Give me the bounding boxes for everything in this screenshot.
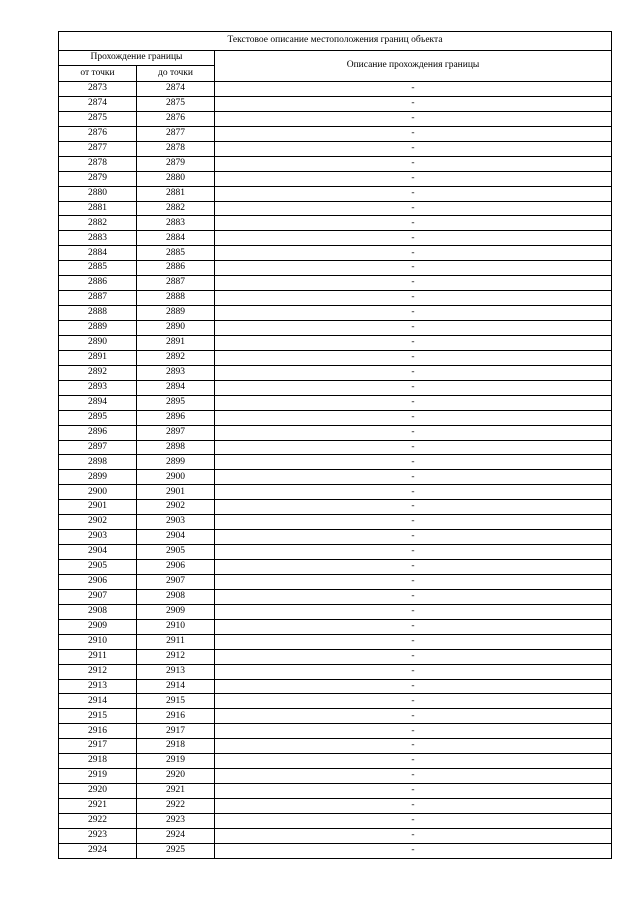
cell-from-point: 2915 <box>59 709 137 724</box>
table-row <box>59 589 612 604</box>
cell-from-point: 2879 <box>59 171 137 186</box>
table-row <box>59 560 612 575</box>
cell-to-point: 2880 <box>137 171 215 186</box>
table-row <box>59 395 612 410</box>
cell-description: - <box>215 679 612 694</box>
cell-from-point: 2904 <box>59 545 137 560</box>
cell-to-point: 2900 <box>137 470 215 485</box>
cell-to-point: 2902 <box>137 500 215 515</box>
cell-from-point: 2884 <box>59 246 137 261</box>
cell-description: - <box>215 784 612 799</box>
cell-description: - <box>215 440 612 455</box>
cell-to-point: 2919 <box>137 754 215 769</box>
cell-description: - <box>215 141 612 156</box>
cell-from-point: 2903 <box>59 530 137 545</box>
cell-description: - <box>215 470 612 485</box>
cell-description: - <box>215 500 612 515</box>
header-to-point: до точки <box>137 66 215 82</box>
cell-to-point: 2888 <box>137 291 215 306</box>
header-from-point: от точки <box>59 66 137 82</box>
cell-description: - <box>215 545 612 560</box>
table-row <box>59 380 612 395</box>
table-row <box>59 813 612 828</box>
table-row <box>59 530 612 545</box>
table-row <box>59 515 612 530</box>
cell-from-point: 2876 <box>59 126 137 141</box>
cell-description: - <box>215 574 612 589</box>
cell-to-point: 2899 <box>137 455 215 470</box>
table-row <box>59 664 612 679</box>
table-row <box>59 216 612 231</box>
cell-to-point: 2891 <box>137 335 215 350</box>
table-row <box>59 604 612 619</box>
cell-from-point: 2883 <box>59 231 137 246</box>
cell-from-point: 2888 <box>59 306 137 321</box>
cell-to-point: 2896 <box>137 410 215 425</box>
table-row <box>59 335 612 350</box>
cell-from-point: 2901 <box>59 500 137 515</box>
cell-to-point: 2883 <box>137 216 215 231</box>
table-row <box>59 246 612 261</box>
table-row <box>59 455 612 470</box>
cell-description: - <box>215 604 612 619</box>
boundary-description-table <box>58 31 612 859</box>
cell-from-point: 2882 <box>59 216 137 231</box>
table-row <box>59 694 612 709</box>
cell-from-point: 2893 <box>59 380 137 395</box>
table-row <box>59 545 612 560</box>
cell-to-point: 2921 <box>137 784 215 799</box>
cell-from-point: 2875 <box>59 111 137 126</box>
cell-from-point: 2911 <box>59 649 137 664</box>
table-row <box>59 769 612 784</box>
table-row <box>59 156 612 171</box>
cell-to-point: 2895 <box>137 395 215 410</box>
table-row <box>59 365 612 380</box>
cell-description: - <box>215 306 612 321</box>
cell-to-point: 2901 <box>137 485 215 500</box>
cell-to-point: 2914 <box>137 679 215 694</box>
cell-description: - <box>215 156 612 171</box>
cell-from-point: 2910 <box>59 634 137 649</box>
cell-description: - <box>215 321 612 336</box>
cell-from-point: 2892 <box>59 365 137 380</box>
cell-from-point: 2896 <box>59 425 137 440</box>
cell-to-point: 2897 <box>137 425 215 440</box>
cell-description: - <box>215 813 612 828</box>
cell-to-point: 2885 <box>137 246 215 261</box>
table-row <box>59 231 612 246</box>
cell-to-point: 2907 <box>137 574 215 589</box>
cell-to-point: 2924 <box>137 828 215 843</box>
table-row <box>59 306 612 321</box>
cell-from-point: 2878 <box>59 156 137 171</box>
cell-description: - <box>215 350 612 365</box>
cell-to-point: 2909 <box>137 604 215 619</box>
cell-description: - <box>215 276 612 291</box>
cell-to-point: 2877 <box>137 126 215 141</box>
cell-from-point: 2886 <box>59 276 137 291</box>
cell-from-point: 2906 <box>59 574 137 589</box>
cell-to-point: 2911 <box>137 634 215 649</box>
cell-to-point: 2922 <box>137 799 215 814</box>
cell-from-point: 2917 <box>59 739 137 754</box>
cell-to-point: 2915 <box>137 694 215 709</box>
cell-from-point: 2873 <box>59 82 137 97</box>
cell-to-point: 2920 <box>137 769 215 784</box>
cell-to-point: 2918 <box>137 739 215 754</box>
cell-from-point: 2919 <box>59 769 137 784</box>
cell-to-point: 2874 <box>137 82 215 97</box>
cell-from-point: 2914 <box>59 694 137 709</box>
cell-description: - <box>215 126 612 141</box>
cell-from-point: 2921 <box>59 799 137 814</box>
header-description: Описание прохождения границы <box>215 51 612 82</box>
cell-description: - <box>215 739 612 754</box>
table-row <box>59 440 612 455</box>
cell-to-point: 2878 <box>137 141 215 156</box>
table-row <box>59 649 612 664</box>
cell-description: - <box>215 111 612 126</box>
table-row <box>59 828 612 843</box>
cell-to-point: 2893 <box>137 365 215 380</box>
table-row <box>59 724 612 739</box>
cell-to-point: 2879 <box>137 156 215 171</box>
table-row <box>59 784 612 799</box>
cell-from-point: 2891 <box>59 350 137 365</box>
cell-from-point: 2899 <box>59 470 137 485</box>
cell-description: - <box>215 515 612 530</box>
table-row <box>59 82 612 97</box>
cell-to-point: 2892 <box>137 350 215 365</box>
cell-description: - <box>215 560 612 575</box>
table-row <box>59 96 612 111</box>
table-row <box>59 321 612 336</box>
cell-description: - <box>215 365 612 380</box>
cell-description: - <box>215 754 612 769</box>
cell-description: - <box>215 246 612 261</box>
cell-from-point: 2920 <box>59 784 137 799</box>
cell-to-point: 2889 <box>137 306 215 321</box>
cell-from-point: 2909 <box>59 619 137 634</box>
cell-to-point: 2923 <box>137 813 215 828</box>
cell-description: - <box>215 335 612 350</box>
table-row <box>59 141 612 156</box>
cell-to-point: 2910 <box>137 619 215 634</box>
cell-from-point: 2908 <box>59 604 137 619</box>
table-row <box>59 276 612 291</box>
table-row <box>59 574 612 589</box>
cell-from-point: 2922 <box>59 813 137 828</box>
table-row <box>59 679 612 694</box>
cell-to-point: 2905 <box>137 545 215 560</box>
cell-description: - <box>215 724 612 739</box>
cell-from-point: 2898 <box>59 455 137 470</box>
cell-from-point: 2905 <box>59 560 137 575</box>
table-row <box>59 485 612 500</box>
cell-to-point: 2917 <box>137 724 215 739</box>
cell-description: - <box>215 634 612 649</box>
cell-description: - <box>215 619 612 634</box>
cell-description: - <box>215 828 612 843</box>
table-row <box>59 739 612 754</box>
table-row <box>59 171 612 186</box>
cell-description: - <box>215 649 612 664</box>
cell-from-point: 2897 <box>59 440 137 455</box>
cell-description: - <box>215 171 612 186</box>
cell-from-point: 2889 <box>59 321 137 336</box>
table-row <box>59 799 612 814</box>
table-row <box>59 126 612 141</box>
table-row <box>59 410 612 425</box>
table-row <box>59 634 612 649</box>
cell-description: - <box>215 96 612 111</box>
cell-description: - <box>215 485 612 500</box>
table-row <box>59 291 612 306</box>
cell-description: - <box>215 589 612 604</box>
cell-description: - <box>215 709 612 724</box>
cell-from-point: 2890 <box>59 335 137 350</box>
table-title: Текстовое описание местоположения границ объекта <box>59 32 612 51</box>
cell-description: - <box>215 231 612 246</box>
table-row <box>59 201 612 216</box>
cell-description: - <box>215 201 612 216</box>
table-row <box>59 500 612 515</box>
table-body <box>59 82 612 859</box>
cell-to-point: 2881 <box>137 186 215 201</box>
cell-from-point: 2885 <box>59 261 137 276</box>
cell-description: - <box>215 410 612 425</box>
table-row <box>59 709 612 724</box>
cell-from-point: 2918 <box>59 754 137 769</box>
cell-description: - <box>215 455 612 470</box>
cell-to-point: 2886 <box>137 261 215 276</box>
table-row <box>59 754 612 769</box>
cell-description: - <box>215 530 612 545</box>
cell-description: - <box>215 769 612 784</box>
cell-to-point: 2898 <box>137 440 215 455</box>
cell-from-point: 2900 <box>59 485 137 500</box>
table-row <box>59 425 612 440</box>
cell-from-point: 2874 <box>59 96 137 111</box>
cell-description: - <box>215 216 612 231</box>
cell-from-point: 2894 <box>59 395 137 410</box>
cell-to-point: 2913 <box>137 664 215 679</box>
cell-to-point: 2906 <box>137 560 215 575</box>
cell-to-point: 2887 <box>137 276 215 291</box>
table-row <box>59 186 612 201</box>
cell-to-point: 2908 <box>137 589 215 604</box>
cell-description: - <box>215 395 612 410</box>
cell-to-point: 2916 <box>137 709 215 724</box>
cell-description: - <box>215 843 612 858</box>
cell-to-point: 2875 <box>137 96 215 111</box>
cell-to-point: 2894 <box>137 380 215 395</box>
group-header-boundary-passage: Прохождение границы <box>59 51 215 66</box>
cell-from-point: 2923 <box>59 828 137 843</box>
cell-from-point: 2902 <box>59 515 137 530</box>
cell-to-point: 2876 <box>137 111 215 126</box>
table-row <box>59 350 612 365</box>
cell-from-point: 2881 <box>59 201 137 216</box>
table-row <box>59 261 612 276</box>
cell-description: - <box>215 291 612 306</box>
cell-from-point: 2895 <box>59 410 137 425</box>
table-row <box>59 619 612 634</box>
cell-description: - <box>215 261 612 276</box>
cell-description: - <box>215 799 612 814</box>
cell-from-point: 2887 <box>59 291 137 306</box>
cell-from-point: 2916 <box>59 724 137 739</box>
cell-to-point: 2904 <box>137 530 215 545</box>
cell-description: - <box>215 425 612 440</box>
cell-to-point: 2884 <box>137 231 215 246</box>
cell-description: - <box>215 380 612 395</box>
cell-from-point: 2907 <box>59 589 137 604</box>
cell-to-point: 2882 <box>137 201 215 216</box>
cell-from-point: 2877 <box>59 141 137 156</box>
cell-to-point: 2890 <box>137 321 215 336</box>
cell-to-point: 2925 <box>137 843 215 858</box>
table-row <box>59 843 612 858</box>
cell-from-point: 2913 <box>59 679 137 694</box>
cell-from-point: 2924 <box>59 843 137 858</box>
cell-description: - <box>215 82 612 97</box>
table-row <box>59 470 612 485</box>
cell-to-point: 2912 <box>137 649 215 664</box>
cell-to-point: 2903 <box>137 515 215 530</box>
table-row <box>59 111 612 126</box>
cell-from-point: 2912 <box>59 664 137 679</box>
cell-description: - <box>215 664 612 679</box>
cell-description: - <box>215 186 612 201</box>
cell-from-point: 2880 <box>59 186 137 201</box>
cell-description: - <box>215 694 612 709</box>
